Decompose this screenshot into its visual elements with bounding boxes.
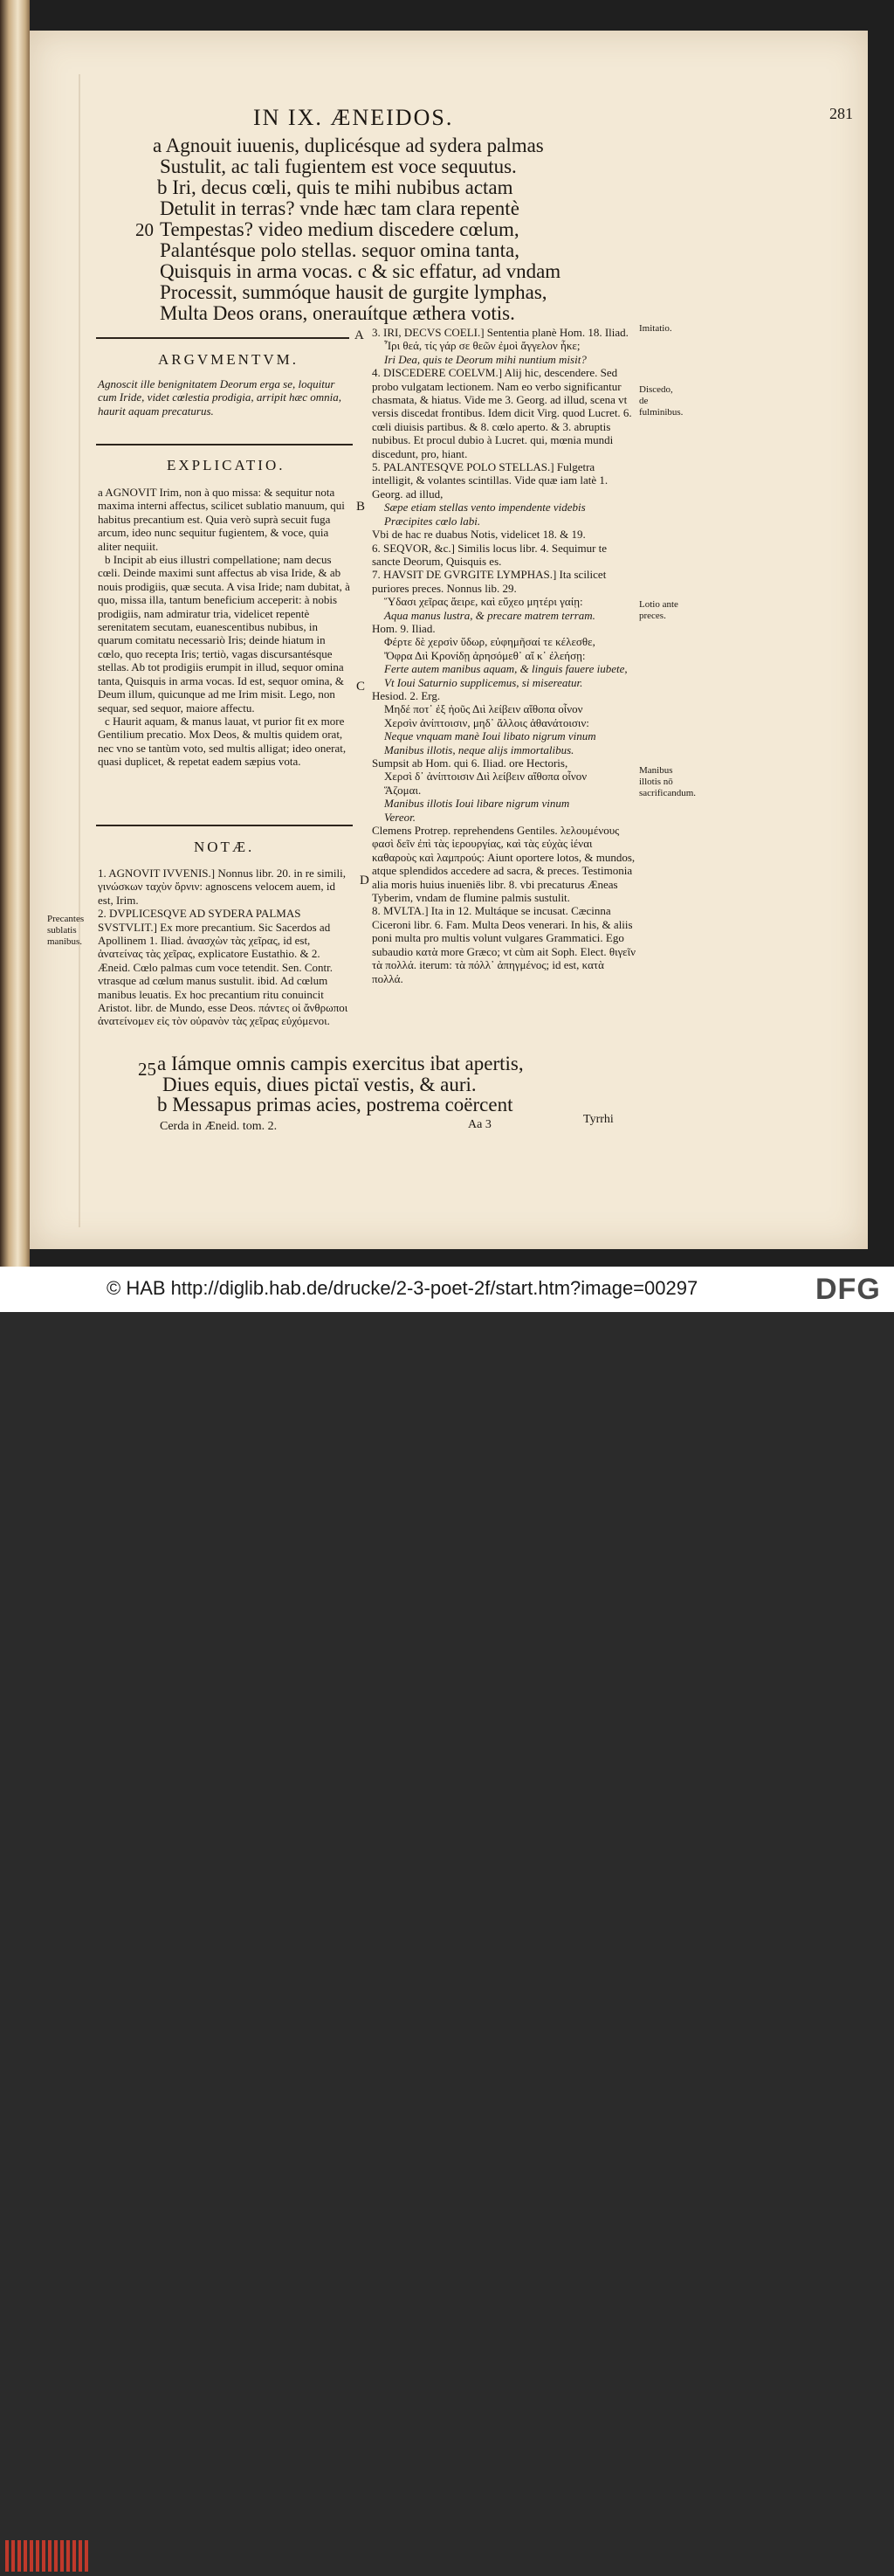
margin-note: Imitatio.	[639, 323, 672, 334]
verse-line: a Agnouit iuuenis, duplicésque ad sydera palmas	[153, 135, 544, 156]
greek-line: Ἶρι θεά, τίς γάρ σε θεῶν ἐμοὶ ἄγγελον ἧκε;	[384, 339, 581, 353]
right-column-text	[372, 326, 637, 985]
margin-note: Manibus illotis nō sacrificandum.	[639, 765, 697, 798]
verse-line: a Iámque omnis campis exercitus ibat apertis,	[157, 1053, 524, 1074]
margin-note: Precantes sublatis manibus.	[47, 914, 85, 947]
note-paragraph: 7. HAVSIT DE GVRGITE LYMPHAS.] Ita scilicet puriores preces. Nonnus lib. 29.	[372, 568, 607, 595]
greek-line: Χερσὶ δ᾽ ἀνίπτοισιν Διὶ λείβειν αἴθοπα οἶνον	[384, 770, 588, 784]
section-letter-d: D	[360, 874, 369, 887]
note-paragraph: Vbi de hac re duabus Notis, videlicet 18. & 19.	[372, 528, 586, 542]
verse-line: Multa Deos orans, onerauítque æthera votis.	[160, 302, 515, 324]
section-letter-c: C	[356, 680, 366, 694]
notae-title: NOTÆ.	[194, 839, 255, 855]
dfg-logo: DFG	[815, 1273, 881, 1306]
latin-line: Neque vnquam manè Ioui libato nigrum vinum	[384, 729, 596, 743]
verse-line: Detulit in terras? vnde hæc tam clara repentè	[160, 197, 519, 219]
greek-line: Ἅζομαι.	[384, 783, 422, 797]
margin-note: Discedo, de fulminibus.	[639, 384, 684, 418]
note-paragraph: Clemens Protrep. reprehendens Gentiles. λελουμένους φασὶ δεῖν ἐπὶ τὰς ἱερουργίας, καὶ τὰς εὐχὰς ἰέναι καθαροὺς καὶ λαμπρούς: Aiunt oportere lotos, & mundos, atque splendidos accedere ad sacra, & preces. Testimonia alia moris huius inueniës libr. 8. vbi precaturus Æneas Tyberim, vndam de flumine palmis sustulit.	[372, 824, 636, 905]
note-paragraph: 6. SEQVOR, &c.] Similis locus libr. 4. Sequimur te sancte Deorum, Quisquis es.	[372, 541, 608, 568]
section-rule	[96, 825, 353, 826]
verse-line: Processit, summóque hausit de gurgite lymphas,	[160, 281, 547, 303]
running-head: IN IX. ÆNEIDOS.	[253, 105, 454, 130]
verse-line: Tempestas? video medium discedere cœlum,	[160, 218, 519, 240]
explicatio-title: EXPLICATIO.	[167, 457, 285, 473]
verse-line: Diues equis, diues pictaï vestis, & auri.	[162, 1074, 477, 1095]
explicatio-paragraph: c Haurit aquam, & manus lauat, vt purior fit ex more Gentilium precatio. Mox Deos, & multis quidem orat, nec vno se tantùm voto, sed multis alligat; ideo onerat, quasi duplicet, & repetat eadem sæpius vota.	[98, 714, 347, 769]
latin-line: Manibus illotis Ioui libare nigrum vinum	[384, 797, 570, 811]
latin-line: Aqua manus lustra, & precare matrem terram.	[384, 608, 595, 622]
note-paragraph: Sumpsit ab Hom. qui 6. Iliad. ore Hectoris,	[372, 756, 568, 770]
explicatio-paragraph: a AGNOVIT Irim, non à quo missa: & sequitur nota maxima interni affectus, scilicet sublatio manuum, qui habitus precantium est. Quia verò suprà secuit fuga arcum, ideo nunc sequitur fugientem, & voce, quia aliter nequiit.	[98, 486, 345, 553]
explicatio-text	[98, 486, 351, 769]
latin-line: Manibus illotis, neque alijs immortalibus.	[384, 742, 574, 756]
note-paragraph: Hesiod. 2. Erg.	[372, 688, 441, 702]
latin-line: Præcipites cœlo labi.	[384, 514, 481, 528]
verse-line: b Iri, decus cœli, quis te mihi nubibus actam	[157, 176, 513, 198]
note-paragraph: 5. PALANTESQVE POLO STELLAS.] Fulgetra intelligit, & volantes scintillas. Vide quæ iam latè 1. Georg. ad illud,	[372, 460, 609, 501]
greek-line: Χερσὶν ἀνίπτοισιν, μηδ᾽ ἄλλοις ἀθανάτοισιν:	[384, 715, 589, 729]
greek-line: Ὄφρα Διὶ Κρονίδῃ ἀρησόμεθ᾽ αἴ κ᾽ ἐλεήσῃ:	[384, 648, 586, 662]
latin-line: Vereor.	[384, 810, 416, 824]
section-letter-b: B	[356, 500, 366, 514]
note-paragraph: Hom. 9. Iliad.	[372, 621, 436, 635]
argumentum-text: Agnoscit ille benignitatem Deorum erga se, loquitur cum Iride, videt cœlestia prodigia, arripit hæc omnia, haurit aquam precaturus.	[98, 377, 341, 418]
latin-line: Iri Dea, quis te Deorum mihi nuntium misit?	[384, 352, 587, 366]
notae-text	[98, 867, 351, 1028]
note-paragraph: 8. MVLTA.] Ita in 12. Multáque se incusat. Cæcinna Ciceroni libr. 6. Fam. Multa Deos venerari. In his, & aliis poni multa pro multis volunt vulgares Grammatici. Ego subaudio κατὰ more Græco; vt cùm ait Soph. Elect. θιγεῖν τὰ πολλά. iterum: τὰ πόλλ᾽ ἀπηγμένος; id est, κατὰ πολλά.	[372, 904, 636, 985]
margin-note: Lotio ante preces.	[639, 599, 678, 621]
book-spine	[0, 0, 30, 1267]
notae-paragraph: 2. DVPLICESQVE AD SYDERA PALMAS SVSTVLIT.] Ex more precantium. Sic Sacerdos ad Apollinem 1. Iliad. ἀνασχὼν τὰς χεῖρας, id est, ἀνατείνας τὰς χεῖρας, explicatore Eustathio. & 2. Æneid. Cœlo palmas cum voce tetendit. Sen. Contr. vtrasque ad cœlum manus sustulit. ibid. Ad cœlum manibus leuatis. Ex hoc precantium ritu conuincit Aristot. libr. de Mundo, esse Deos. πάντες οἱ ἄνθρωποι ἀνατείνομεν εἰς τὸν οὐρανὸν τὰς χεῖρας εὐχόμενοι.	[98, 907, 348, 1028]
verse-line: Quisquis in arma vocas. c & sic effatur, ad vndam	[160, 260, 561, 282]
page-number: 281	[829, 105, 853, 122]
note-paragraph: 3. IRI, DECVS COELI.] Sententia planè Hom. 18. Iliad.	[372, 326, 629, 339]
section-letter-a: A	[354, 328, 364, 342]
barcode-icon	[5, 2540, 96, 2572]
signature-line: Cerda in Æneid. tom. 2.	[160, 1120, 278, 1133]
latin-line: Sæpe etiam stellas vento impendente videbis	[384, 501, 586, 515]
gutter-shadow	[79, 74, 80, 1227]
note-paragraph: 4. DISCEDERE COELVM.] Alij hic, descendere. Sed probo vulgatam lectionem. Nam eo verbo significantur chasmata, & hiatus. Vide me 3. Georg. ad illud, scena vt versis discedat frontibus. Idem dicit Virg. quod Lucret. 6. cœli diuisis partibus. & 8. cœlo aperto. & 3. abruptis nubibus. Et procul dubio à Lucret. qui, mœnia mundi discedunt, pro, hiant.	[372, 366, 632, 460]
section-rule	[96, 337, 349, 339]
verse-number: 25	[138, 1059, 156, 1080]
greek-line: Μηδέ ποτ᾽ ἐξ ἠοῦς Διὶ λείβειν αἴθοπα οἶνον	[384, 702, 583, 716]
catchword: Tyrrhi	[583, 1113, 614, 1126]
notae-paragraph: 1. AGNOVIT IVVENIS.] Nonnus libr. 20. in re simili, γινώσκων ταχὺν ὄρνιν: agnoscens velocem auem, id est, Irim.	[98, 867, 346, 907]
verse-line: Palantésque polo stellas. sequor omina tanta,	[160, 239, 519, 261]
latin-line: Vt Ioui Saturnio supplicemus, si misereatur.	[384, 675, 583, 689]
explicatio-paragraph: b Incipit ab eius illustri compellatione; nam decus cœli. Deinde maximi sunt affectus ab visa Iride, & ab nouis prodigiis, quæ secuta. A visa Iride; nam dubitat, à quo, missa illa, tantum beneficium acceperit: à nobis prodigiis, nam admiratur tria, videlicet repentè serenitatem secutam, euanescentibus nubibus, in quarum comitatu necessariò Iris; deinde hiatum in cœlo, quo recepta Iris; tertiò, vagas discursantésque stellas. Ab tot prodigiis erumpit in illud, sequor omina tanta, Quisquis in arma vocas. Id est, sequor omina, & Deum illum, quicunque ad me Irim misit. Lego, non sequar, sed sequor, maiore affectu.	[98, 553, 350, 715]
greek-line: Φέρτε δὲ χερσὶν ὕδωρ, εὐφημῆσαί τε κέλεσθε,	[384, 635, 595, 649]
greek-line: Ὕδασι χεῖρας ἄειρε, καὶ εὔχεο μητέρι γαίῃ:	[384, 595, 583, 609]
verse-number: 20	[135, 219, 154, 240]
latin-line: Ferte autem manibus aquam, & linguis fauere iubete,	[384, 662, 628, 676]
gathering-mark: Aa 3	[468, 1118, 492, 1131]
verse-line: b Messapus primas acies, postrema coërcent	[157, 1094, 513, 1115]
scanned-page-image	[0, 0, 894, 1267]
verse-line: Sustulit, ac tali fugientem est voce sequutus.	[160, 155, 517, 177]
argumentum-title: ARGVMENTVM.	[158, 351, 299, 368]
section-rule	[96, 444, 353, 445]
copyright-link[interactable]: © HAB http://diglib.hab.de/drucke/2-3-poet-2f/start.htm?image=00297	[107, 1277, 698, 1299]
